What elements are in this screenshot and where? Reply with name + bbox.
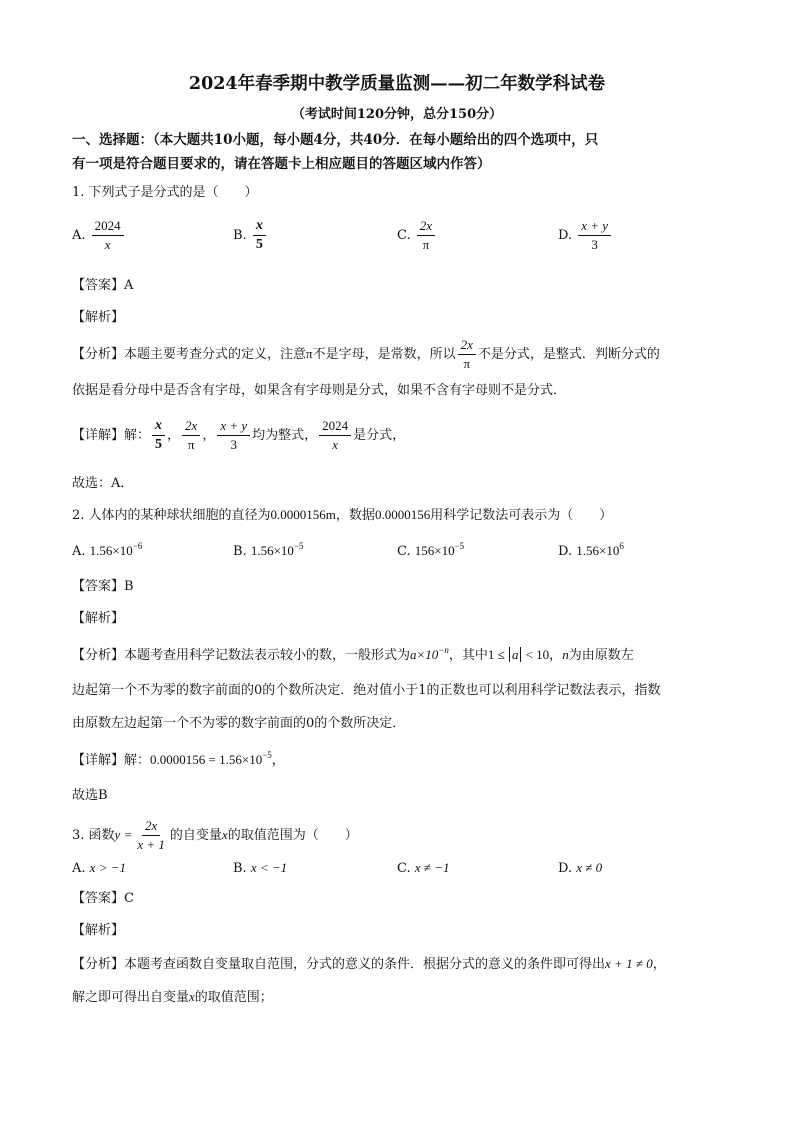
- q2-option-d-letter: D.: [558, 544, 573, 559]
- q1-detail-frac-3-den: 3: [230, 437, 237, 452]
- q3-option-d-value: x ≠ 0: [576, 860, 603, 875]
- q3-fenxi-cond: x + 1 ≠ 0: [605, 956, 653, 971]
- section-heading-line2: 有一项是符合题目要求的，请在答题卡上相应题目的答题区域内作答）: [72, 156, 491, 172]
- q1-choose: 故选：A．: [72, 476, 134, 491]
- q3-stem: [72, 818, 358, 853]
- q2-detail-exp: −5: [262, 750, 272, 760]
- q3-analysis-heading: 【解析】: [72, 923, 125, 938]
- q2-stem-value-1: 0.0000156m: [270, 507, 336, 522]
- q2-option-b: [233, 541, 304, 562]
- q1-fenxi-text-1: 本题主要考查分式的定义，注意: [124, 347, 307, 362]
- q1-fenxi-line2: 依据是看分母中是否含有字母，如果含有字母则是分式，如果不含有字母则不是分式．: [72, 383, 567, 398]
- q1-option-a: [72, 218, 126, 253]
- q1-fenxi-text-2: 不是字母，是常数，所以: [312, 347, 456, 362]
- q2-option-b-base: 1.56×10: [250, 543, 294, 558]
- q1-detail-text-3: 是分式，: [353, 428, 406, 443]
- q2-stem-text-3: 用科学记数法可表示为（ ）: [430, 508, 613, 523]
- q3-option-a-letter: A.: [72, 861, 86, 876]
- q3-option-a: [72, 858, 126, 879]
- q1-option-a-num: 2024: [92, 218, 124, 236]
- q1-detail-frac-1-den: 5: [155, 437, 163, 452]
- q1-option-d: [558, 218, 613, 253]
- q2-option-d-base: 1.56×10: [576, 543, 620, 558]
- q1-option-c: [397, 218, 437, 253]
- q3-stem-text-1: 3. 函数: [72, 828, 115, 843]
- q2-fenxi-form: a×10: [410, 647, 439, 662]
- q1-answer: [72, 276, 133, 296]
- q3-answer: [72, 889, 134, 909]
- q1-answer-label: 【答案】: [72, 278, 125, 293]
- q1-detail-frac-2-den: π: [187, 437, 195, 452]
- q2-option-b-letter: B.: [233, 544, 247, 559]
- q1-option-c-fraction: [417, 218, 435, 253]
- q1-detail-frac-3: [217, 418, 250, 453]
- q1-detail-sep-1: ，: [167, 428, 181, 443]
- q2-stem-value-2: 0.0000156: [374, 507, 431, 522]
- q2-detail-text-2: ，: [271, 753, 285, 768]
- q1-option-c-letter: C.: [397, 228, 411, 243]
- q2-detail-expr: 0.0000156 = 1.56×10: [150, 752, 263, 767]
- q2-fenxi-text-2: ，其中: [448, 648, 488, 663]
- q2-option-c: [397, 541, 464, 562]
- q2-fenxi-text-1: 本题考查用科学记数法表示较小的数，一般形式为: [124, 648, 411, 663]
- q1-option-b-num: x: [253, 218, 266, 236]
- q1-detail-frac-1: [152, 418, 165, 453]
- q2-fenxi-text-4: 为由原数左: [568, 648, 634, 663]
- q1-stem: 1. 下列式子是分式的是（ ）: [72, 185, 258, 200]
- section-heading-line1: 一、选择题：（本大题共10小题，每小题4分，共40分．在每小题给出的四个选项中，只: [72, 132, 599, 148]
- q2-fenxi-ineq-a: a: [509, 647, 522, 662]
- q3-option-b-letter: B.: [233, 861, 247, 876]
- q2-detail: [72, 750, 285, 771]
- q1-fenxi-text-3: 不是分式，是整式．判断分式的: [477, 347, 660, 362]
- q2-stem-text-1: 2. 人体内的某种球状细胞的直径为: [72, 508, 271, 523]
- q1-option-d-letter: D.: [558, 228, 573, 243]
- q3-stem-num: 2x: [142, 818, 160, 836]
- q2-fenxi-n: n: [562, 647, 569, 662]
- q1-fenxi: [72, 337, 660, 372]
- q3-stem-den: x + 1: [137, 837, 165, 852]
- q3-fenxi-text-1: 本题考查函数自变量取自范围，分式的意义的条件．根据分式的意义的条件即可得出: [124, 957, 606, 972]
- q1-detail-text-2: 均为整式，: [252, 428, 318, 443]
- exam-info: （考试时间120分钟，总分150分）: [291, 107, 503, 122]
- q3-stem-x: x: [221, 827, 228, 842]
- q2-option-a-base: 1.56×10: [89, 543, 133, 558]
- q1-option-a-letter: A.: [72, 228, 86, 243]
- q1-option-c-num: 2x: [417, 218, 435, 236]
- q1-fenxi-pi: π: [306, 346, 313, 361]
- q2-option-d: [558, 541, 624, 562]
- q1-detail-frac-4: [319, 418, 351, 453]
- q2-option-a: [72, 541, 142, 562]
- q3-option-d-letter: D.: [558, 861, 573, 876]
- q2-option-a-letter: A.: [72, 544, 86, 559]
- q3-fenxi-line2-x: x: [189, 989, 195, 1004]
- q1-option-a-den: x: [104, 237, 111, 252]
- q3-answer-label: 【答案】: [72, 891, 125, 906]
- q2-choose: 故选B: [72, 788, 108, 803]
- q2-option-c-base: 156×10: [414, 543, 455, 558]
- q1-fenxi-label: 【分析】: [72, 347, 125, 362]
- q2-answer-label: 【答案】: [72, 579, 125, 594]
- q1-detail-frac-4-num: 2024: [319, 418, 351, 436]
- q1-detail-frac-3-num: x + y: [217, 418, 250, 436]
- q3-fenxi-line2-text-2: 的取值范围；: [194, 990, 273, 1005]
- q1-detail: [72, 418, 405, 453]
- q2-detail-label: 【详解】: [72, 753, 125, 768]
- q2-fenxi-ineq-left: 1 ≤: [487, 647, 505, 662]
- q1-option-b-letter: B.: [233, 228, 247, 243]
- q2-fenxi: [72, 645, 634, 666]
- q3-fenxi: [72, 954, 666, 975]
- q1-fenxi-frac-den: π: [463, 356, 471, 371]
- q2-stem-text-2: ，数据: [335, 508, 375, 523]
- q1-detail-label: 【详解】: [72, 428, 125, 443]
- q3-stem-text-2: 的自变量: [169, 828, 222, 843]
- q3-option-c-letter: C.: [397, 861, 411, 876]
- q1-option-a-fraction: [92, 218, 124, 253]
- q3-stem-y: y =: [114, 827, 133, 842]
- page-title: 2024年春季期中教学质量监测——初二年数学科试卷: [188, 74, 606, 94]
- q3-option-b-value: x < −1: [250, 860, 288, 875]
- q2-option-c-exp: −5: [454, 541, 465, 551]
- q1-fenxi-frac-num: 2x: [458, 337, 476, 355]
- q2-fenxi-line2: 边起第一个不为零的数字前面的0的个数所决定．绝对值小于1的正数也可以利用科学记数法表示，指数: [72, 683, 661, 698]
- q2-detail-text-1: 解：: [124, 753, 151, 768]
- q1-option-b-fraction: [253, 218, 266, 253]
- q1-answer-value: A: [124, 278, 134, 293]
- q1-option-d-fraction: [578, 218, 611, 253]
- q3-fenxi-line2-text-1: 解之即可得出自变量: [72, 990, 190, 1005]
- q2-option-a-exp: −6: [132, 541, 143, 551]
- q1-detail-frac-4-den: x: [332, 437, 339, 452]
- q2-fenxi-form-exp: −n: [438, 645, 449, 655]
- q1-option-c-den: π: [422, 237, 430, 252]
- q2-analysis-heading: 【解析】: [72, 611, 125, 626]
- q2-fenxi-text-3: ，: [549, 648, 563, 663]
- q2-option-c-letter: C.: [397, 544, 411, 559]
- q3-stem-text-3: 的取值范围为（ ）: [227, 828, 358, 843]
- q3-fenxi-label: 【分析】: [72, 957, 125, 972]
- q1-detail-frac-2-num: 2x: [182, 418, 200, 436]
- q3-option-a-value: x > −1: [89, 860, 126, 875]
- q3-stem-fraction: [134, 818, 168, 853]
- q3-fenxi-line2: [72, 987, 273, 1008]
- q1-option-b: [233, 218, 268, 253]
- q2-option-b-exp: −5: [293, 541, 304, 551]
- q3-answer-value: C: [124, 891, 134, 906]
- q2-fenxi-ineq-right: < 10: [525, 647, 550, 662]
- q1-detail-sep-2: ，: [202, 428, 216, 443]
- q1-detail-frac-1-num: x: [152, 418, 165, 436]
- q2-option-d-exp: 6: [619, 541, 624, 551]
- q2-answer-value: B: [124, 579, 134, 594]
- q3-option-c-value: x ≠ −1: [414, 860, 450, 875]
- q1-detail-frac-2: [182, 418, 200, 453]
- q2-answer: [72, 577, 134, 597]
- q1-option-b-den: 5: [255, 237, 263, 252]
- q2-fenxi-line3: 由原数左边起第一个不为零的数字前面的0的个数所决定．: [72, 716, 406, 731]
- q3-option-b: [233, 858, 287, 879]
- q3-option-d: [558, 858, 602, 879]
- q1-fenxi-fraction: [458, 337, 476, 372]
- q1-option-d-den: 3: [591, 237, 598, 252]
- q1-detail-text-1: 解：: [124, 428, 151, 443]
- q2-stem: [72, 505, 612, 526]
- q3-fenxi-text-2: ，: [652, 957, 666, 972]
- q3-option-c: [397, 858, 449, 879]
- q1-analysis-heading: 【解析】: [72, 310, 125, 325]
- q1-option-d-num: x + y: [578, 218, 611, 236]
- q2-fenxi-label: 【分析】: [72, 648, 125, 663]
